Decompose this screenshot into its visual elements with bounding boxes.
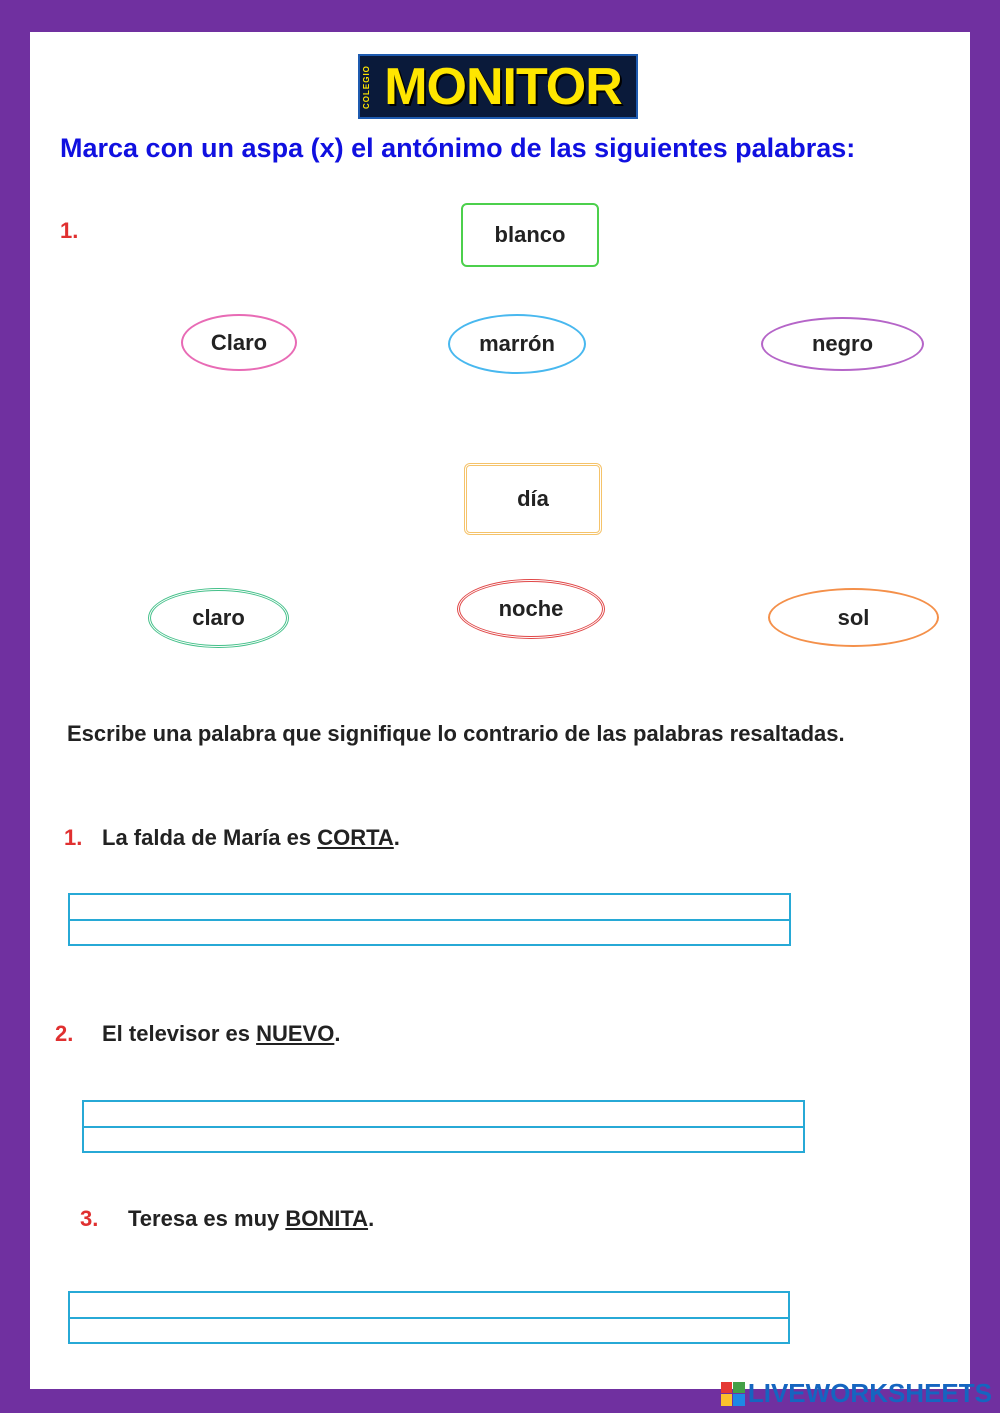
answer-input[interactable]: [84, 1102, 803, 1151]
option-oval[interactable]: negro: [761, 317, 924, 371]
section-instruction: Escribe una palabra que signifique lo contrario de las palabras resaltadas.: [67, 721, 845, 746]
sentence-text: La falda de María es: [102, 825, 318, 850]
logo-small-text: COLEGIO: [362, 65, 371, 109]
option-oval[interactable]: noche: [457, 579, 605, 639]
option-oval[interactable]: sol: [768, 588, 939, 647]
target-word-box: blanco: [461, 203, 599, 267]
sentence-text: El televisor es: [102, 1021, 257, 1046]
answer-box[interactable]: [68, 1291, 790, 1344]
liveworksheets-watermark: [721, 1378, 992, 1409]
page-title: Marca con un aspa (x) el antónimo de las siguientes palabras:: [60, 133, 856, 163]
sentence-end: .: [368, 1206, 375, 1231]
sentence-end: .: [334, 1021, 341, 1046]
question-sentence: [102, 825, 400, 851]
highlighted-word: NUEVO: [256, 1021, 335, 1046]
answer-input[interactable]: [70, 1293, 788, 1342]
watermark-text: LIVEWORKSHEETS: [747, 1378, 992, 1408]
question-number: 1.: [60, 218, 79, 243]
liveworksheets-logo-icon: [721, 1382, 745, 1406]
target-word-box: día: [464, 463, 602, 535]
question-sentence: [128, 1206, 374, 1232]
question-number: 1.: [64, 825, 83, 850]
option-oval[interactable]: marrón: [448, 314, 586, 374]
highlighted-word: BONITA: [285, 1206, 369, 1231]
option-oval[interactable]: claro: [148, 588, 289, 648]
answer-input[interactable]: [70, 895, 789, 944]
option-oval[interactable]: Claro: [181, 314, 297, 371]
question-number: 3.: [80, 1206, 99, 1231]
question-sentence: [102, 1021, 340, 1047]
logo-main-text: MONITOR: [384, 57, 622, 116]
highlighted-word: CORTA: [317, 825, 394, 850]
sentence-end: .: [393, 825, 400, 850]
sentence-text: Teresa es muy: [128, 1206, 286, 1231]
question-number: 2.: [55, 1021, 74, 1046]
answer-box[interactable]: [82, 1100, 805, 1153]
school-logo: [358, 54, 638, 119]
answer-box[interactable]: [68, 893, 791, 946]
